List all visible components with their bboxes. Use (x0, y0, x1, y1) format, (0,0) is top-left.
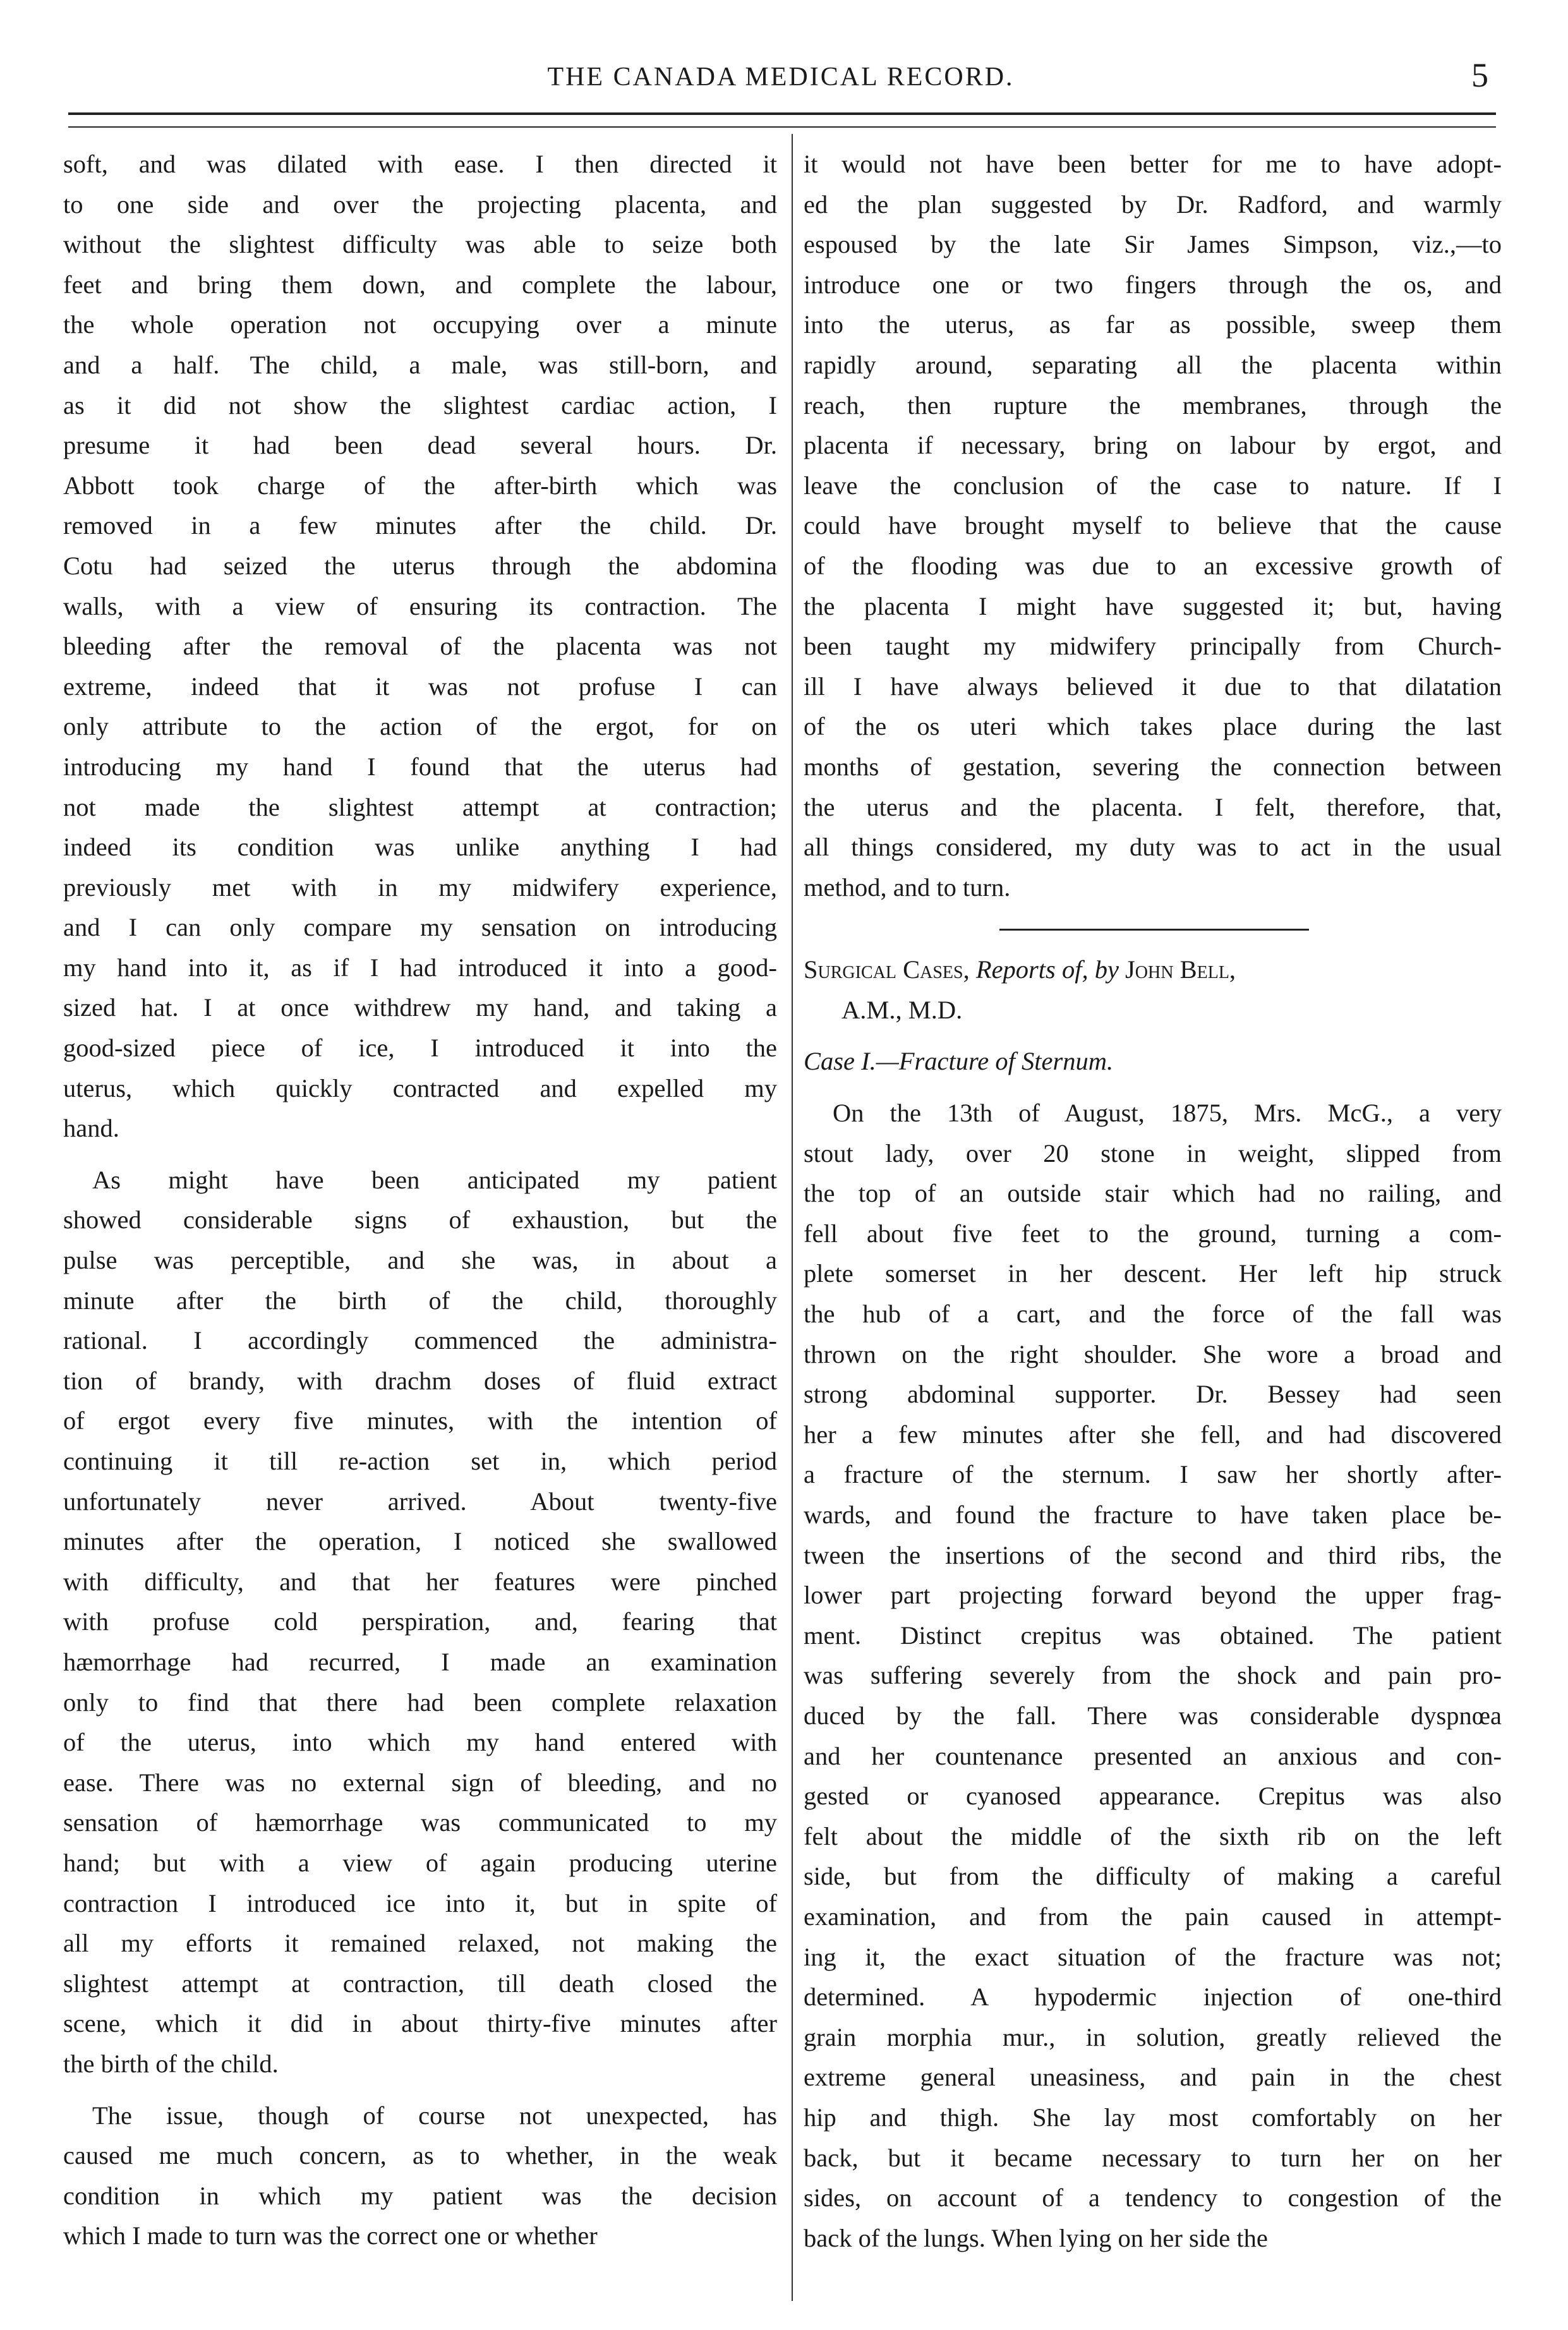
left-paragraph (63, 2096, 777, 2256)
page-number: 5 (1471, 56, 1488, 94)
running-header (61, 56, 1501, 106)
text-line: sensation of hæmorrhage was communicated to my (63, 1808, 777, 1837)
text-line: it would not have been better for me to have adopt- (804, 150, 1502, 178)
text-line: removed in a few minutes after the child. Dr. (63, 511, 777, 540)
text-line: all things considered, my duty was to act in the usual (804, 833, 1502, 862)
header-rule-thin (68, 126, 1496, 128)
text-line: the top of an outside stair which had no railing, and (804, 1179, 1502, 1208)
text-line: ment. Distinct crepitus was obtained. The patient (804, 1621, 1502, 1650)
text-line: side, but from the difficulty of making a careful (804, 1862, 1502, 1891)
text-line: minutes after the operation, I noticed she swallowed (63, 1527, 777, 1556)
text-line: duced by the fall. There was considerable dyspnœa (804, 1701, 1502, 1730)
text-line: her a few minutes after she fell, and had discovered (804, 1420, 1502, 1449)
running-title: THE CANADA MEDICAL RECORD. (547, 63, 1015, 92)
text-line: with difficulty, and that her features were pinched (63, 1567, 777, 1596)
text-line: slightest attempt at contraction, till death closed the (63, 1969, 777, 1998)
article-heading-reports: Reports of, by (975, 955, 1119, 984)
text-line: and a half. The child, a male, was still-born, and (63, 350, 777, 379)
text-line: only to find that there had been complete relaxation (63, 1687, 777, 1717)
text-line: hand. (63, 1114, 119, 1143)
text-line: The issue, though of course not unexpected, has (92, 2101, 777, 2130)
article-heading (804, 950, 1502, 990)
text-line: determined. A hypodermic injection of one-third (804, 1983, 1502, 2012)
article-heading-degrees: A.M., M.D. (841, 995, 963, 1024)
text-line: sides, on account of a tendency to congestion of the (804, 2183, 1502, 2212)
text-line: espoused by the late Sir James Simpson, viz.,—to (804, 230, 1502, 259)
text-line: of ergot every five minutes, with the intention of (63, 1406, 777, 1435)
text-line: been taught my midwifery principally from Church- (804, 632, 1502, 661)
text-line: bleeding after the removal of the placenta was not (63, 632, 777, 661)
header-rule-thick (68, 112, 1496, 115)
text-line: a fracture of the sternum. I saw her shortly after- (804, 1460, 1502, 1489)
text-line: caused me much concern, as to whether, in the weak (63, 2141, 777, 2170)
text-line: unfortunately never arrived. About twenty-five (63, 1487, 777, 1516)
case-title: Case I.—Fracture of Sternum. (804, 1047, 1114, 1076)
left-paragraph (63, 1160, 777, 2084)
text-line: which I made to turn was the correct one or whether (63, 2221, 598, 2250)
text-line: months of gestation, severing the connection between (804, 752, 1502, 781)
text-line: the birth of the child. (63, 2049, 279, 2078)
text-line: ed the plan suggested by Dr. Radford, and warmly (804, 190, 1502, 219)
section-rule (999, 929, 1309, 931)
text-line: leave the conclusion of the case to nature. If I (804, 471, 1502, 500)
text-line: to one side and over the projecting placenta, and (63, 190, 777, 219)
text-line: as it did not show the slightest cardiac action, I (63, 390, 777, 420)
text-line: tion of brandy, with drachm doses of fluid extract (63, 1366, 777, 1395)
text-line: the placenta I might have suggested it; but, having (804, 591, 1502, 620)
text-line: pulse was perceptible, and she was, in about a (63, 1246, 777, 1275)
text-line: wards, and found the fracture to have taken place be- (804, 1500, 1502, 1529)
text-line: the hub of a cart, and the force of the fall was (804, 1300, 1502, 1329)
text-line: uterus, which quickly contracted and expelled my (63, 1073, 777, 1102)
text-line: soft, and was dilated with ease. I then directed it (63, 150, 777, 178)
text-line: my hand into it, as if I had introduced it into a good- (63, 953, 777, 982)
text-line: all my efforts it remained relaxed, not making the (63, 1929, 777, 1958)
text-line: placenta if necessary, bring on labour by ergot, and (804, 431, 1502, 460)
text-line: condition in which my patient was the decision (63, 2181, 777, 2210)
text-line: hæmorrhage had recurred, I made an examination (63, 1647, 777, 1676)
text-line: method, and to turn. (804, 872, 1011, 902)
text-line: and her countenance presented an anxious and con- (804, 1741, 1502, 1770)
text-line: continuing it till re-action set in, which period (63, 1447, 777, 1475)
text-line: and I can only compare my sensation on introducing (63, 913, 777, 942)
text-line: could have brought myself to believe that the cause (804, 511, 1502, 540)
text-line: walls, with a view of ensuring its contraction. The (63, 591, 777, 620)
text-line: back of the lungs. When lying on her side the (804, 2223, 1268, 2252)
text-line: lower part projecting forward beyond the upper frag- (804, 1581, 1502, 1610)
text-line: plete somerset in her descent. Her left hip struck (804, 1259, 1502, 1288)
text-line: feet and bring them down, and complete the labour, (63, 270, 777, 299)
text-line: minute after the birth of the child, thoroughly (63, 1286, 777, 1315)
article-heading-title: Surgical Cases, (804, 955, 970, 984)
text-line: scene, which it did in about thirty-five minutes after (63, 2009, 777, 2038)
text-line: examination, and from the pain caused in attempt- (804, 1902, 1502, 1931)
text-line: reach, then rupture the membranes, through the (804, 390, 1502, 420)
text-line: introducing my hand I found that the uterus had (63, 752, 777, 781)
right-paragraph-continuation (804, 144, 1502, 907)
text-line: contraction I introduced ice into it, but in spite of (63, 1888, 777, 1917)
text-line: grain morphia mur., in solution, greatly relieved the (804, 2022, 1502, 2051)
text-line: without the slightest difficulty was able to seize both (63, 230, 777, 259)
text-line: As might have been anticipated my patient (92, 1165, 777, 1194)
text-line: of the os uteri which takes place during the last (804, 712, 1502, 741)
text-line: tween the insertions of the second and third ribs, the (804, 1540, 1502, 1569)
text-line: Cotu had seized the uterus through the abdomina (63, 551, 777, 580)
text-line: extreme, indeed that it was not profuse I can (63, 672, 777, 701)
text-line: indeed its condition was unlike anything I had (63, 833, 777, 862)
text-line: stout lady, over 20 stone in weight, slipped from (804, 1138, 1502, 1168)
text-line: gested or cyanosed appearance. Crepitus was also (804, 1782, 1502, 1811)
text-line: felt about the middle of the sixth rib on the left (804, 1821, 1502, 1850)
text-line: strong abdominal supporter. Dr. Bessey had seen (804, 1380, 1502, 1409)
text-line: presume it had been dead several hours. Dr. (63, 431, 777, 460)
text-line: only attribute to the action of the ergot, for on (63, 712, 777, 741)
text-line: fell about five feet to the ground, turning a com- (804, 1219, 1502, 1248)
column-divider (792, 134, 793, 2301)
case-paragraph (804, 1093, 1502, 2258)
text-line: ease. There was no external sign of bleeding, and no (63, 1768, 777, 1797)
article-heading-author: John Bell, (1125, 955, 1236, 984)
text-line: back, but it became necessary to turn her on her (804, 2143, 1502, 2172)
text-line: On the 13th of August, 1875, Mrs. McG., a very (833, 1099, 1502, 1128)
left-column (63, 144, 777, 2256)
text-line: not made the slightest attempt at contraction; (63, 792, 777, 821)
text-line: ill I have always believed it due to that dilatation (804, 672, 1502, 701)
text-line: into the uterus, as far as possible, sweep them (804, 310, 1502, 339)
text-line: Abbott took charge of the after-birth which was (63, 471, 777, 500)
text-line: rational. I accordingly commenced the administra- (63, 1326, 777, 1355)
text-line: extreme general uneasiness, and pain in the chest (804, 2063, 1502, 2092)
text-line: good-sized piece of ice, I introduced it into the (63, 1034, 777, 1063)
text-line: the uterus and the placenta. I felt, therefore, that, (804, 792, 1502, 821)
text-line: sized hat. I at once withdrew my hand, and taking a (63, 993, 777, 1022)
right-column (804, 144, 1502, 2258)
text-line: hip and thigh. She lay most comfortably on her (804, 2103, 1502, 2132)
text-line: with profuse cold perspiration, and, fearing that (63, 1607, 777, 1636)
text-line: thrown on the right shoulder. She wore a broad and (804, 1339, 1502, 1368)
left-paragraph (63, 144, 777, 1149)
text-line: rapidly around, separating all the placenta within (804, 350, 1502, 379)
text-line: hand; but with a view of again producing uterine (63, 1848, 777, 1877)
text-line: was suffering severely from the shock and pain pro- (804, 1661, 1502, 1690)
text-line: of the uterus, into which my hand entered with (63, 1728, 777, 1757)
text-line: the whole operation not occupying over a minute (63, 310, 777, 339)
text-line: ing it, the exact situation of the fracture was not; (804, 1942, 1502, 1971)
text-line: introduce one or two fingers through the os, and (804, 270, 1502, 299)
text-line: of the flooding was due to an excessive growth of (804, 551, 1502, 580)
text-line: previously met with in my midwifery experience, (63, 872, 777, 902)
text-line: showed considerable signs of exhaustion, but the (63, 1205, 777, 1234)
